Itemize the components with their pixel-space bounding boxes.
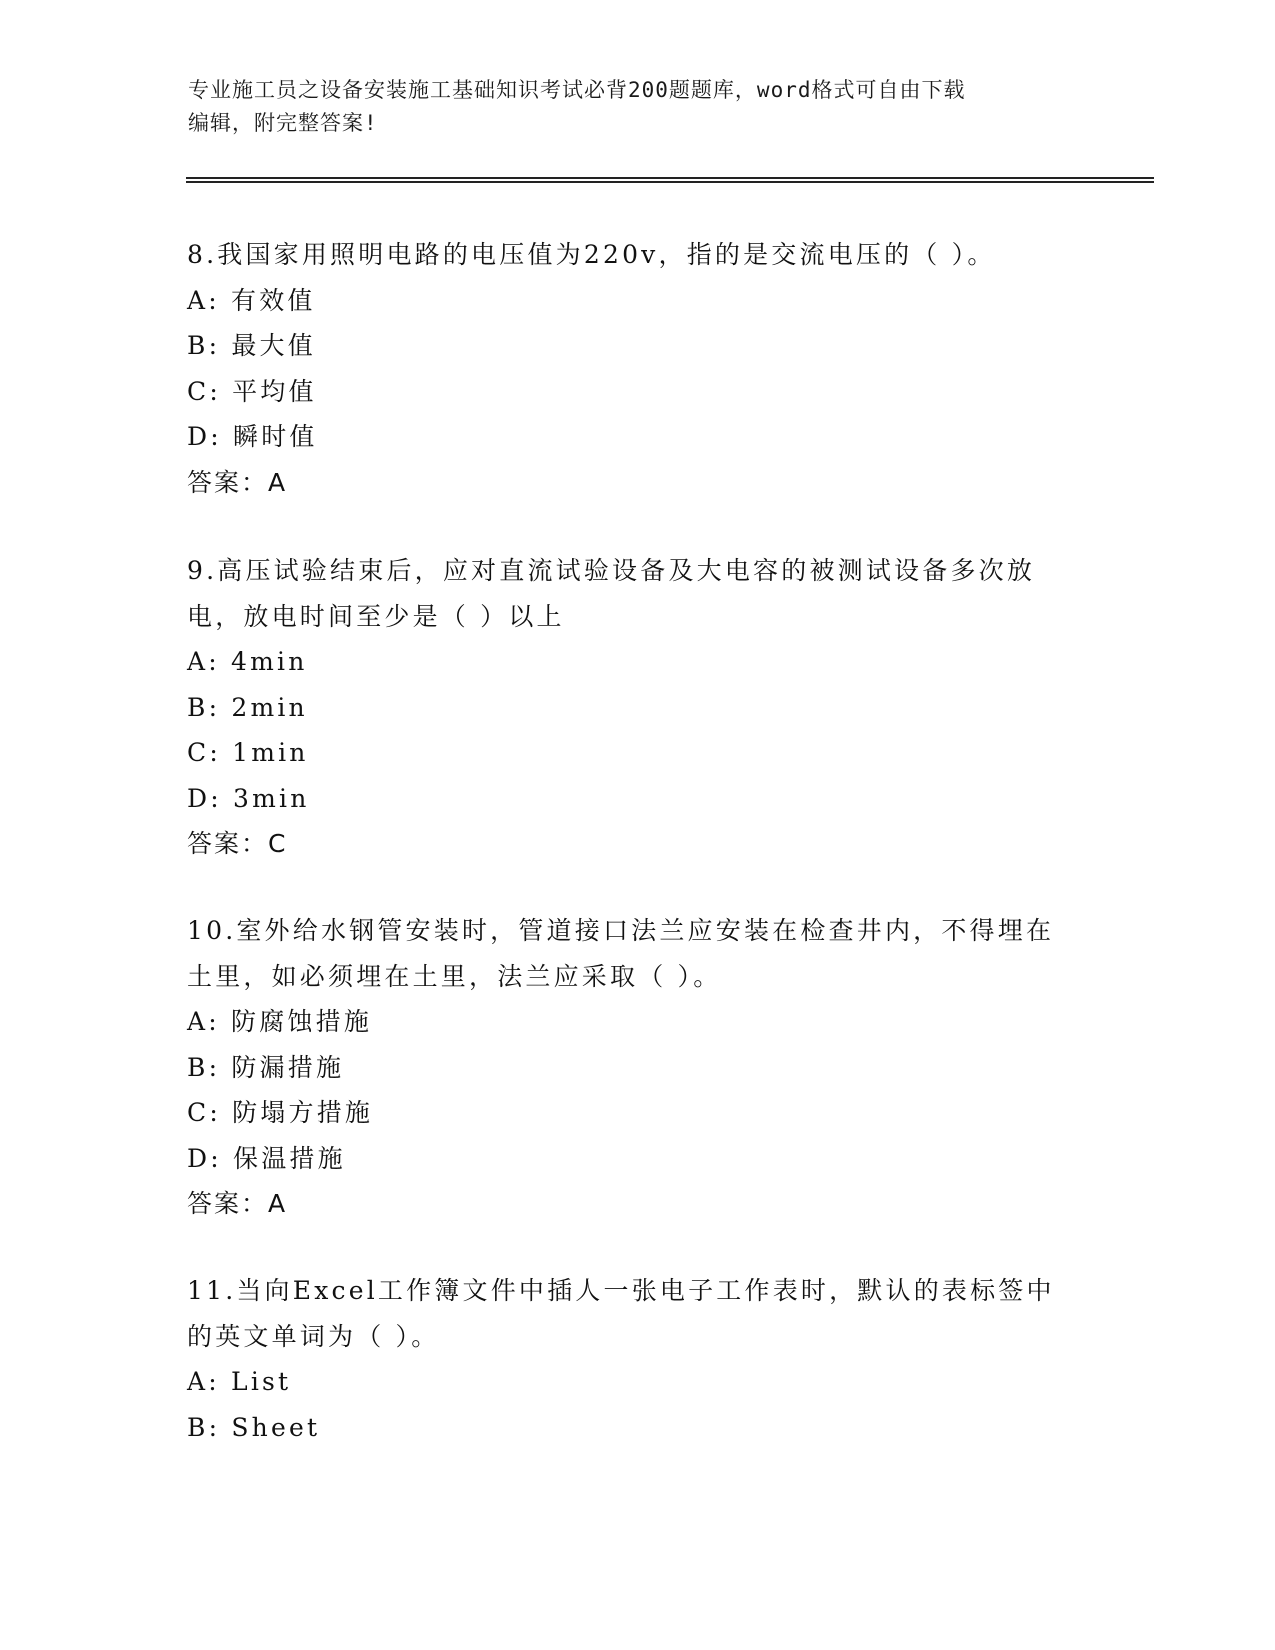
question-10 [187,908,1087,1227]
question-9 [187,548,1087,867]
question-text-cont: 电，放电时间至少是（ ）以上 [187,601,565,631]
question-text-cont: 的英文单词为（ ）。 [187,1321,440,1351]
question-text: 11.当向Excel工作簿文件中插人一张电子工作表时，默认的表标签中 [187,1276,1055,1305]
option-b: B: Sheet [187,1412,321,1442]
option-a: A: 防腐蚀措施 [187,1007,373,1036]
header-rule-top [186,177,1154,179]
option-b: B: 防漏措施 [187,1052,345,1082]
answer: 答案：C [187,829,288,858]
option-c: C: 防塌方措施 [187,1098,374,1127]
header-line-1: 专业施工员之设备安装施工基础知识考试必背200题题库，word格式可自由下载 [188,78,966,102]
option-d: D: 瞬时值 [187,422,318,451]
question-11 [187,1268,1087,1450]
question-8 [187,232,1087,505]
header-line-2: 编辑，附完整答案! [188,111,378,135]
option-b: B: 最大值 [187,331,316,360]
option-a: A: 有效值 [187,285,316,315]
answer: 答案：A [187,467,288,497]
option-c: C: 平均值 [187,376,317,406]
option-d: D: 3min [187,783,310,813]
option-a: A: List [187,1367,292,1396]
question-text: 8.我国家用照明电路的电压值为220v，指的是交流电压的（ ）。 [187,240,996,269]
option-a: A: 4min [187,647,308,676]
option-b: B: 2min [187,692,308,722]
question-text: 9.高压试验结束后，应对直流试验设备及大电容的被测试设备多次放 [187,556,1036,585]
document-header [188,74,1088,140]
question-text-cont: 土里，如必须埋在土里，法兰应采取（ ）。 [187,961,722,991]
option-d: D: 保温措施 [187,1143,346,1173]
question-text: 10.室外给水钢管安装时，管道接口法兰应安装在检查井内，不得埋在 [187,916,1055,945]
option-c: C: 1min [187,738,309,767]
header-rule-bottom [186,181,1154,183]
answer: 答案：A [187,1189,288,1218]
